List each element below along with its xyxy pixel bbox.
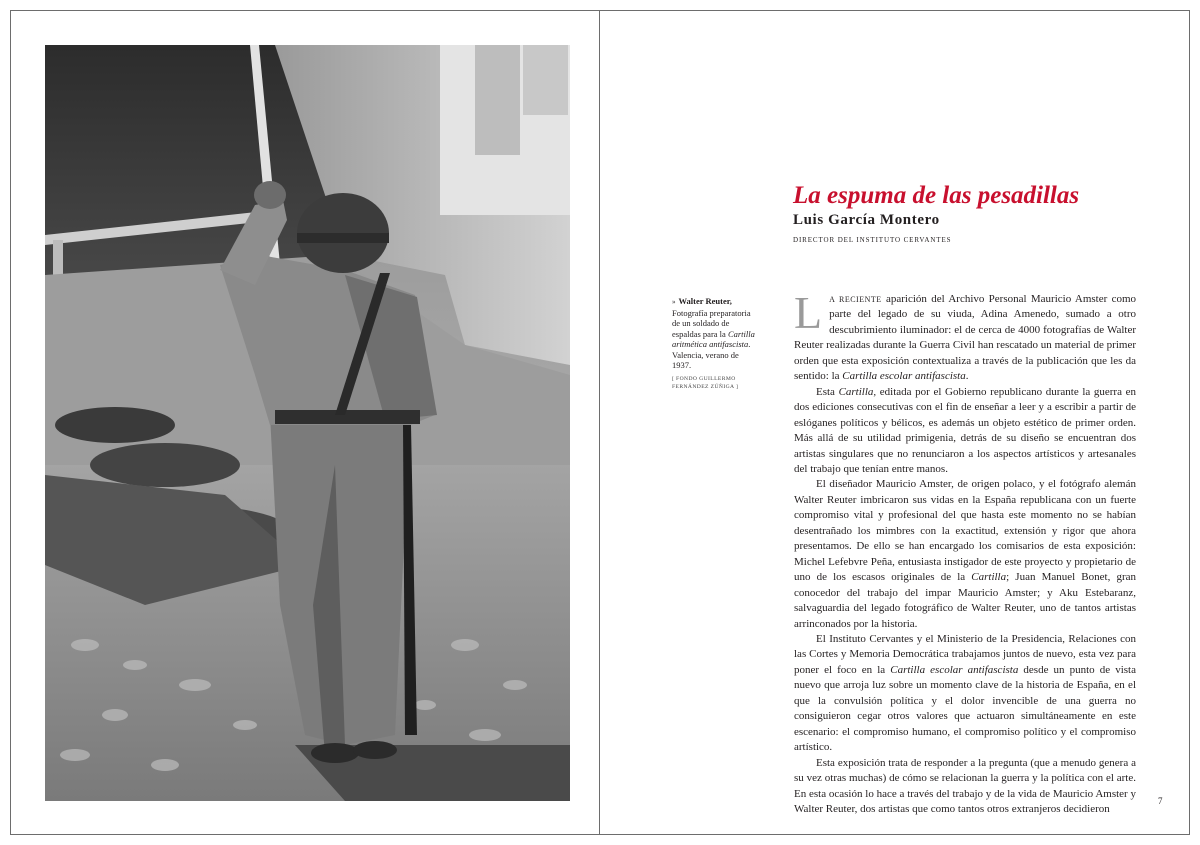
p4-text-a: El Instituto Cervantes y el Ministerio de la Presidencia, Relaciones con las Cortes y Memoria Democrática trabajamos juntos de nuevo, esta vez para poner el foco en la [794,632,1136,676]
paragraph-4 [794,632,1136,756]
drop-cap: L [794,287,823,338]
article-body [794,287,1137,817]
p4-text-b: desde un punto de vista nuevo que arroja luz sobre un momento clave de la historia de España, en el que la convulsión política y el dolor invencible de una guerra no consiguieron cegar otros valores que actuaron simultáneamente en este escenario: el compromiso humano, el compromiso político y el compromiso artístico. [794,663,1136,754]
paragraph-3 [794,477,1136,632]
p2-text-a: Esta [816,385,839,398]
p1-text-a: aparición del Archivo Personal Mauricio Amster como parte del legado de su viuda, Adina Amenedo, sumado a otro descubrimiento iluminador: el de cerca de 4000 fotografías de Walter Reuter realizadas durante la Guerra Civil han rescatado un material de primer orden que esta exposición contextualiza a través de la publicación que les da sentido: la [794,293,1137,383]
p3-text-em: Cartilla [971,571,1007,584]
p2-text-em: Cartilla, [838,385,877,398]
caption-credit: [ FONDO GUILLERMO FERNÁNDEZ ZÚÑIGA ] [672,375,739,390]
photo-soldier-saluting [45,45,570,801]
article-header [793,181,1153,244]
author-role: DIRECTOR DEL INSTITUTO CERVANTES [793,236,952,244]
caption-bullet: » [672,298,676,306]
caption-text-em: Cartilla aritmética antifascista [672,328,755,349]
lead-smallcaps: A RECIENTE [829,295,882,304]
page-number: 7 [1158,796,1163,806]
caption-text-b: . Valencia, verano de 1937. [672,339,751,370]
caption-photographer: Walter Reuter, [678,296,732,306]
p3-text-a: El diseñador Mauricio Amster, de origen polaco, y el fotógrafo alemán Walter Reuter imbricaron sus vidas en la España republicana con un fuerte compromiso vital y profesional del que hasta este momento no se habían desentrañado los mimbres con la exactitud, extensión y rigor que ahora presentamos. De ello se han encargado los comisarios de esta exposición: Michel Lefebvre Peña, entusiasta instigador de este proyecto y propietario de uno de los escasos originales de la [794,478,1136,584]
p3-text-b: ; Juan Manuel Bonet, gran conocedor del trabajo del impar Mauricio Amster; y Aku Estebaranz, salvaguardia del legado fotográfico de Walter Reuter, uno de tantos artistas arrinconados por la historia. [794,571,1136,630]
paragraph-2 [794,385,1136,478]
p1-text-b: . [965,370,969,383]
p4-text-em: Cartilla escolar antifascista [890,663,1019,676]
paragraph-1 [794,287,1137,385]
article-title: La espuma de las pesadillas [793,182,1080,209]
p1-text-em: Cartilla escolar antifascista [842,370,966,383]
caption-text-a: Fotografía preparatoria de un soldado de espaldas para la [672,307,751,339]
p2-text-b: editada por el Gobierno republicano durante la guerra en dos ediciones consecutivas con el fin de enseñar a leer y a escribir a partir de eslóganes políticos y bélicos, es además un objeto estético de primer orden. Más allá de su utilidad primigenia, detrás de su diseño se encuentran dos artistas singulares que no renunciaron a los aspectos artísticos y artesanales del trabajo que tenían entre manos. [794,385,1136,475]
paragraph-5: Esta exposición trata de responder a la pregunta (que a menudo genera a su vez otras muchas) de cómo se relacionan la guerra y la política con el arte. En esta ocasión lo hace a través del trabajo y de la vida de Mauricio Amster y Walter Reuter, dos artistas que como tantos otros extranjeros decidieron [794,756,1136,815]
article-author: Luis García Montero [793,212,940,228]
photo-caption [672,296,760,391]
